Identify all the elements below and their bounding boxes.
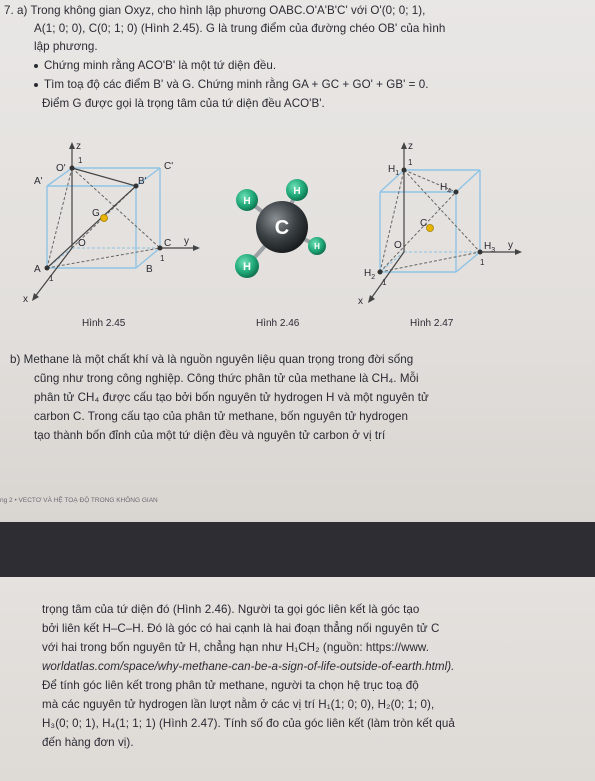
label-one-top: 1	[408, 158, 413, 167]
label-h3: $H_3$	[484, 241, 496, 254]
exercise-a-line-1: 7. a) Trong không gian Oxyz, cho hình lập phương OABC.O'A'B'C' với O'(0; 0; 1),	[4, 4, 426, 17]
label-c-prime: C'	[164, 161, 174, 172]
label-h2: $H_2$	[364, 268, 376, 281]
label-h: H	[243, 261, 251, 273]
label-x: x	[358, 296, 363, 307]
label-a: A	[34, 264, 41, 275]
label-h: H	[364, 268, 372, 279]
label-one-right: 1	[160, 254, 165, 263]
label-o: O	[78, 238, 86, 249]
label-h: H	[484, 241, 492, 252]
exercise-b-line-2: cũng như trong công nghiệp. Công thức phân tử của methane là CH₄. Mỗi	[34, 372, 419, 385]
label-c: C	[420, 218, 428, 229]
label-one-top: 1	[78, 156, 83, 165]
label-b-prime: B'	[138, 176, 147, 187]
bullet-dot	[34, 83, 38, 87]
bullet-1	[34, 59, 276, 72]
label-o: O	[394, 240, 402, 251]
label-y: y	[184, 236, 189, 247]
label-a-prime: A'	[34, 176, 43, 187]
page2-line-6: mà các nguyên tử hydrogen lần lượt nằm ở các vị trí H₁(1; 0; 0), H₂(0; 1; 0),	[42, 698, 435, 711]
bullet-1-text: Chứng minh rằng ACO'B' là một tứ diện đều.	[44, 59, 277, 72]
label-g: G	[92, 208, 100, 219]
label-c: C	[274, 217, 290, 239]
exercise-a-line-2: A(1; 0; 0), C(0; 1; 0) (Hình 2.45). G là trung điểm của đường chéo OB' của hình	[34, 22, 446, 35]
exercise-a-line-3: lập phương.	[34, 40, 98, 53]
page2-line-8: đến hàng đơn vị).	[42, 736, 134, 749]
caption-figure-2-45: Hình 2.45	[82, 318, 126, 329]
label-h: H	[314, 242, 320, 251]
label-one-bottom: 1	[49, 274, 54, 283]
label-h: H	[293, 186, 301, 197]
page2-line-7: H₃(0; 0; 1), H₄(1; 1; 1) (Hình 2.47). Tính số đo của góc liên kết (làm tròn kết quả	[42, 717, 455, 730]
label-z: z	[76, 141, 81, 152]
label-c: C	[164, 238, 172, 249]
figure-2-46-methane	[225, 172, 335, 282]
caption-figure-2-46: Hình 2.46	[256, 318, 300, 329]
label-h: H	[243, 196, 251, 207]
label-one-bottom: 1	[382, 278, 387, 287]
page2-line-1: trọng tâm của tứ diện đó (Hình 2.46). Người ta gọi góc liên kết là góc tạo	[42, 603, 420, 616]
label-h: H	[440, 182, 448, 193]
exercise-b-line-3: phân tử CH₄ được cấu tạo bởi bốn nguyên tử hydrogen H và một nguyên tử	[34, 391, 429, 404]
label-h1: $H_1$	[388, 164, 400, 177]
page2-line-4: worldatlas.com/space/why-methane-can-be-a-sign-of-life-outside-of-earth.html).	[42, 660, 455, 673]
label-o-prime: O'	[56, 163, 66, 174]
label-y: y	[508, 240, 513, 251]
page2-line-5: Để tính góc liên kết trong phân tử methane, người ta chọn hệ trục toạ độ	[42, 679, 419, 692]
label-b: B	[146, 264, 153, 275]
label-z: z	[408, 141, 413, 152]
bullet-2	[34, 78, 429, 91]
label-one-right: 1	[480, 258, 485, 267]
exercise-b-line-1: b) Methane là một chất khí và là nguồn nguyên liệu quan trọng trong đời sống	[10, 353, 414, 366]
bullet-dot	[34, 64, 38, 68]
label-x: x	[23, 294, 28, 305]
bullet-2-text: Tìm toạ độ các điểm B' và G. Chứng minh rằng GA + GC + GO' + GB' = 0.	[44, 78, 429, 91]
caption-figure-2-47: Hình 2.47	[410, 318, 454, 329]
page-footer: ng 2 • VECTƠ VÀ HỆ TOẠ ĐỘ TRONG KHÔNG GIAN	[0, 497, 158, 504]
figure-2-47-coordinates	[340, 140, 540, 312]
label-h: H	[388, 164, 396, 175]
page-gap	[0, 522, 595, 577]
label-h4: $H_4$	[440, 182, 452, 195]
exercise-b-line-5: tạo thành bốn đỉnh của một tứ diện đều và nguyên tử carbon ở vị trí	[34, 429, 386, 442]
page2-line-2: bởi liên kết H–C–H. Đó là góc có hai cạnh là hai đoạn thẳng nối nguyên tử C	[42, 622, 440, 635]
exercise-b-line-4: carbon C. Trong cấu tạo của phân tử methane, bốn nguyên tử hydrogen	[34, 410, 409, 423]
page2-line-3: với hai trong bốn nguyên tử H, chẳng hạn như H₁CH₂ (nguồn: https://www.	[42, 641, 429, 654]
exercise-a-line-4: Điểm G được gọi là trọng tâm của tứ diện đều ACO'B'.	[42, 97, 325, 110]
figure-2-45-cube	[20, 140, 220, 312]
